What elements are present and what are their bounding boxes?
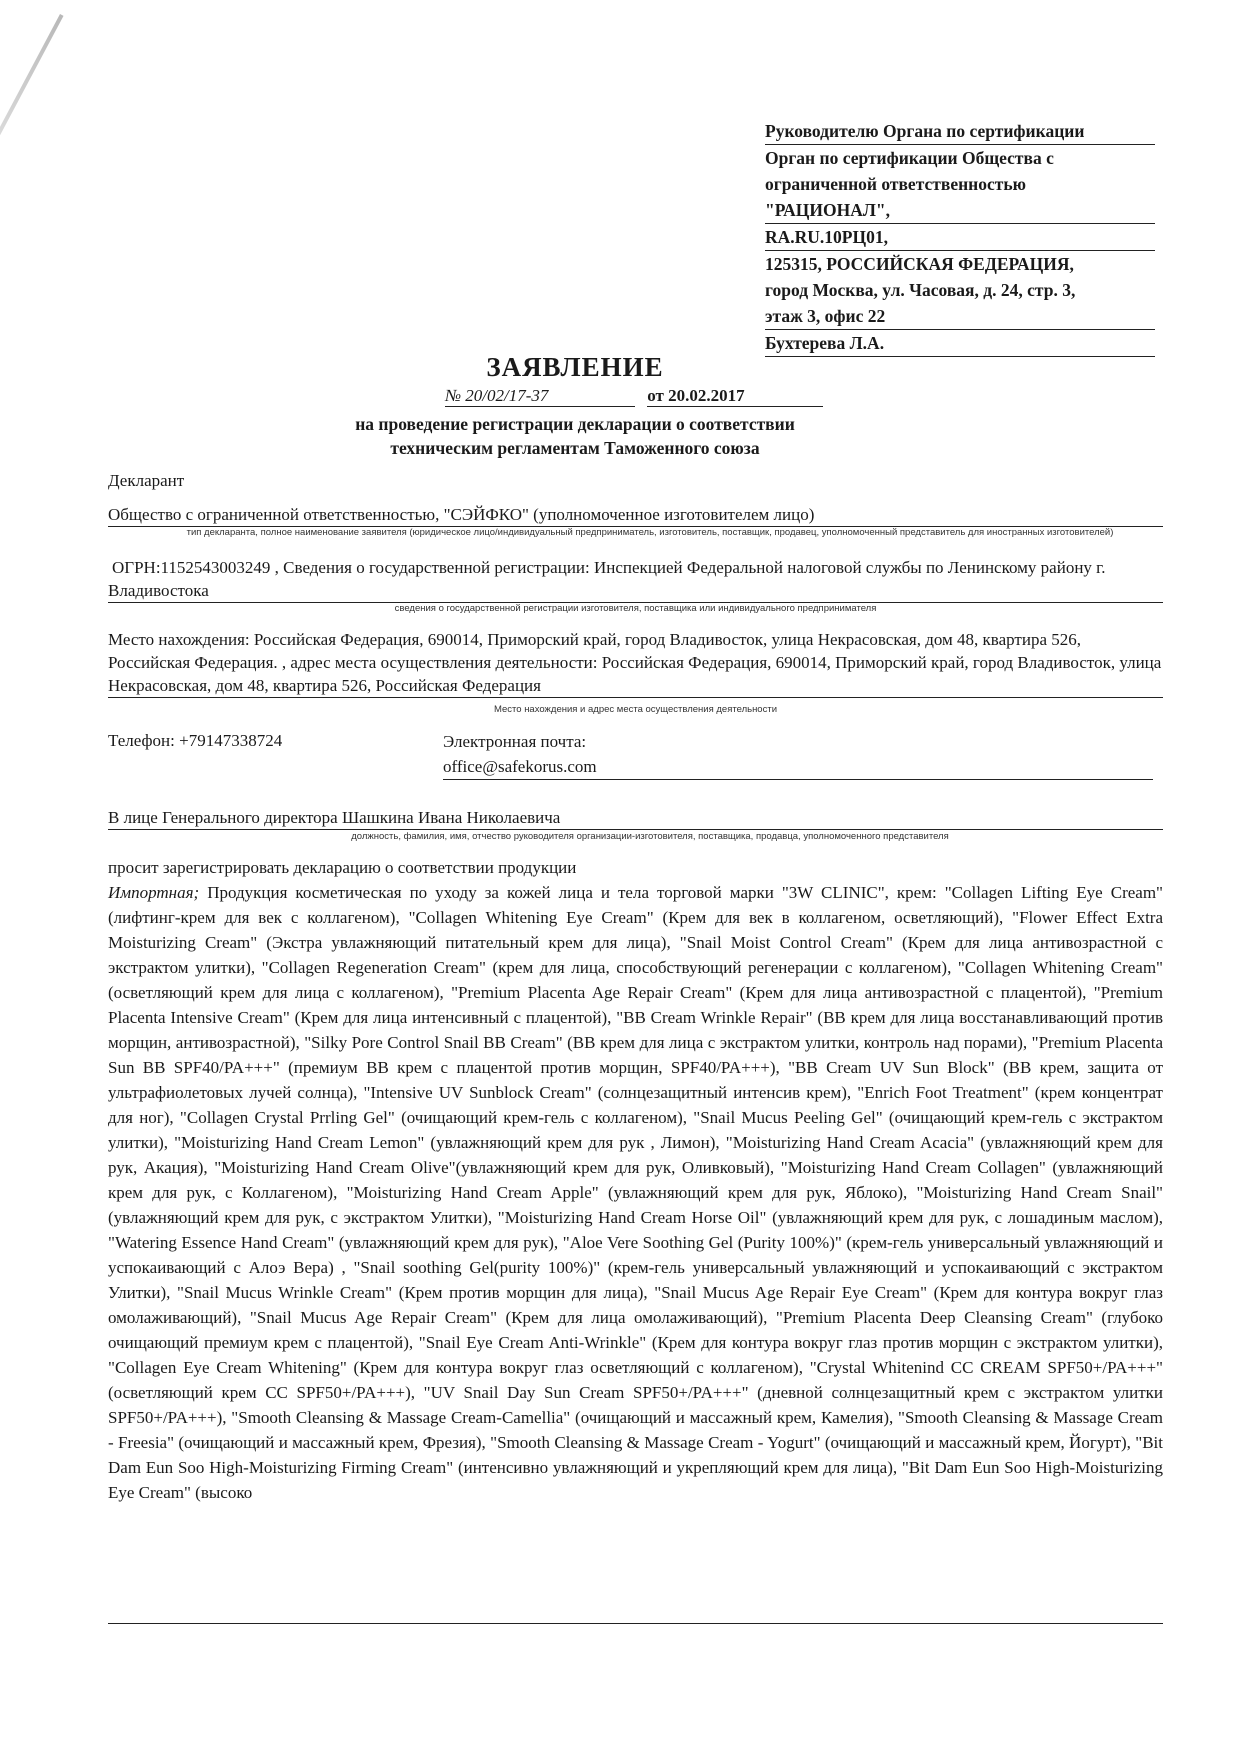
- addressee-line: город Москва, ул. Часовая, д. 24, стр. 3,: [765, 280, 1076, 300]
- declarant-field: [108, 503, 1163, 527]
- pen-stroke-mark: [0, 14, 64, 148]
- document-date: от 20.02.2017: [647, 386, 823, 407]
- addressee-block: [765, 118, 1155, 357]
- location-hint: Место нахождения и адрес места осуществления деятельности: [493, 704, 778, 715]
- representative-hint: должность, фамилия, имя, отчество руководителя организации-изготовителя, поставщика, продавца, уполномоченного представителя: [351, 831, 949, 842]
- subtitle-line: на проведение регистрации декларации о соответствии: [355, 414, 795, 434]
- number-date-row: [445, 386, 823, 407]
- addressee-line: 125315, РОССИЙСКАЯ ФЕДЕРАЦИЯ,: [765, 254, 1074, 274]
- representative-text: В лице Генерального директора Шашкина Ивана Николаевича: [108, 806, 1163, 830]
- products-text: [108, 880, 1163, 1505]
- addressee-line: Бухтерева Л.А.: [765, 330, 1155, 357]
- location-field: [108, 628, 1163, 698]
- addressee-line: "РАЦИОНАЛ",: [765, 197, 1155, 224]
- bottom-rule: [108, 1623, 1163, 1624]
- representative-field: [108, 806, 1163, 830]
- declarant-label: Декларант: [108, 471, 185, 490]
- document-number: № 20/02/17-37: [445, 386, 635, 407]
- email-label: Электронная почта:: [443, 732, 587, 751]
- email-block: [443, 729, 1153, 780]
- request-text: просит зарегистрировать декларацию о соответствии продукции: [108, 858, 577, 877]
- location-text: Место нахождения: Российская Федерация, 690014, Приморский край, город Владивосток, улица Некрасовская, дом 48, квартира 526, Российская Федерация. , адрес места осуществления деятельности: Российская Федерация, 690014, Приморский край, город Владивосток, улица Некрасовская, дом 48, квартира 526, Российская Федерация: [108, 628, 1163, 698]
- addressee-line: RA.RU.10РЦ01,: [765, 224, 1155, 251]
- import-label: Импортная;: [108, 883, 200, 902]
- email-value: office@safekorus.com: [443, 754, 1153, 780]
- products-section: [108, 855, 1163, 1505]
- subtitle-line: техническим регламентам Таможенного союза: [390, 438, 760, 458]
- addressee-line: ограниченной ответственностью: [765, 174, 1026, 194]
- products-list: Продукция косметическая по уходу за кожей лица и тела торговой марки "3W CLINIC", крем: "Collagen Lifting Eye Cream" (лифтинг-крем для век с коллагеном), "Collagen Whitening Eye Cream" (Крем для век в коллагеном, осветляющий), "Flower Effect Extra Moisturizing Cream" (Экстра увлажняющий питательный крем для лица), "Snail Moist Control Cream" (Крем для лица антивозрастной с экстрактом улитки), "Collagen Regeneration Cream" (крем для лица, способствующий регенерации с коллагеном), "Collagen Whitening Cream" (осветляющий крем для лица с коллагеном), "Premium Placenta Age Repair Cream" (Крем для лица антивозрастной с плацентой), "Premium Placenta Intensive Cream" (Крем для лица интенсивный с плацентой), "BB Cream Wrinkle Repair" (BB крем для лица восстанавливающий против морщин, антивозрастной), "Silky Pore Control Snail BB Cream" (BB крем для лица с экстрактом улитки, контроль над порами), "Premium Placenta Sun BB SPF40/PA+++" (премиум BB крем с плацентой против морщин, SPF40/PA+++), "BB Cream UV Sun Block" (BB крем, защита от ультрафиолетовых лучей солнца), "Intensive UV Sunblock Cream" (солнцезащитный интенсив крем), "Enrich Foot Treatment" (крем концентрат для ног), "Collagen Crystal Prrling Gel" (очищающий крем-гель с коллагеном), "Snail Mucus Peeling Gel" (очищающий крем-гель с экстрактом улитки), "Moisturizing Hand Cream Lemon" (увлажняющий крем для рук , Лимон), "Moisturizing Hand Cream Acacia" (увлажняющий крем для рук, Акация), "Moisturizing Hand Cream Olive"(увлажняющий крем для рук, Оливковый), "Moisturizing Hand Cream Collagen" (увлажняющий крем для рук, с Коллагеном), "Moisturizing Hand Cream Apple" (увлажняющий крем для рук, Яблоко), "Moisturizing Hand Cream Snail" (увлажняющий крем для рук, с экстрактом Улитки), "Moisturizing Hand Cream Horse Oil" (увлажняющий крем для рук, с лошадиным маслом), "Watering Essence Hand Cream" (увлажняющий крем для рук), "Aloe Vere Soothing Gel (Purity 100%)" (крем-гель универсальный увлажняющий и успокаивающий с Алоэ Вера) , "Snail soothing Gel(purity 100%)" (крем-гель универсальный увлажняющий и успокаивающий с экстрактом Улитки), "Snail Mucus Wrinkle Cream" (Крем против морщин для лица), "Snail Mucus Age Repair Eye Cream" (Крем для контура вокруг глаз омолаживающий), "Snail Mucus Age Repair Cream" (Крем для лица омолаживающий), "Premium Placenta Deep Cleansing Cream" (глубоко очищающий премиум крем с плацентой), "Snail Eye Cream Anti-Wrinkle" (Крем для контура вокруг глаз против морщин с экстрактом улитки), "Collagen Eye Cream Whitening" (Крем для контура вокруг глаз осветляющий с коллагеном), "Crystal Whitenind CC CREAM SPF50+/PA+++" (осветляющий крем CC SPF50+/PA+++), "UV Snail Day Sun Cream SPF50+/PA+++" (дневной солнцезащитный крем с экстрактом улитки SPF50+/PA+++), "Smooth Cleansing & Massage Cream-Camellia" (очищающий и массажный крем, Камелия), "Smooth Cleansing & Massage Cream - Freesia" (очищающий и массажный крем, Фрезия), "Smooth Cleansing & Massage Cream - Yogurt" (очищающий и массажный крем, Йогурт), "Bit Dam Eun Soo High-Moisturizing Firming Cream" (интенсивно увлажняющий и укрепляющий крем для лица), "Bit Dam Eun Soo High-Moisturizing Eye Cream" (высоко: [108, 883, 1163, 1502]
- registration-text: ОГРН:1152543003249 , Сведения о государственной регистрации: Инспекцией Федеральной налоговой службы по Ленинскому району г. Владивостока: [108, 556, 1163, 603]
- document-subtitle: [0, 412, 1150, 460]
- document-title: ЗАЯВЛЕНИЕ: [486, 352, 664, 382]
- declarant-hint: тип декларанта, полное наименование заявителя (юридическое лицо/индивидуальный предприниматель, изготовитель, поставщик, продавец, уполномоченный представитель для иностранных изготовителей): [186, 527, 1114, 538]
- registration-hint: сведения о государственной регистрации изготовителя, поставщика или индивидуального предпринимателя: [394, 603, 877, 614]
- registration-field: [108, 556, 1163, 603]
- addressee-line: этаж 3, офис 22: [765, 303, 1155, 330]
- declarant-name: Общество с ограниченной ответственностью, "СЭЙФКО" (уполномоченное изготовителем лицо): [108, 503, 1163, 527]
- addressee-line: Орган по сертификации Общества с: [765, 148, 1054, 168]
- phone-text: Телефон: +79147338724: [108, 731, 283, 750]
- addressee-line: Руководителю Органа по сертификации: [765, 118, 1155, 145]
